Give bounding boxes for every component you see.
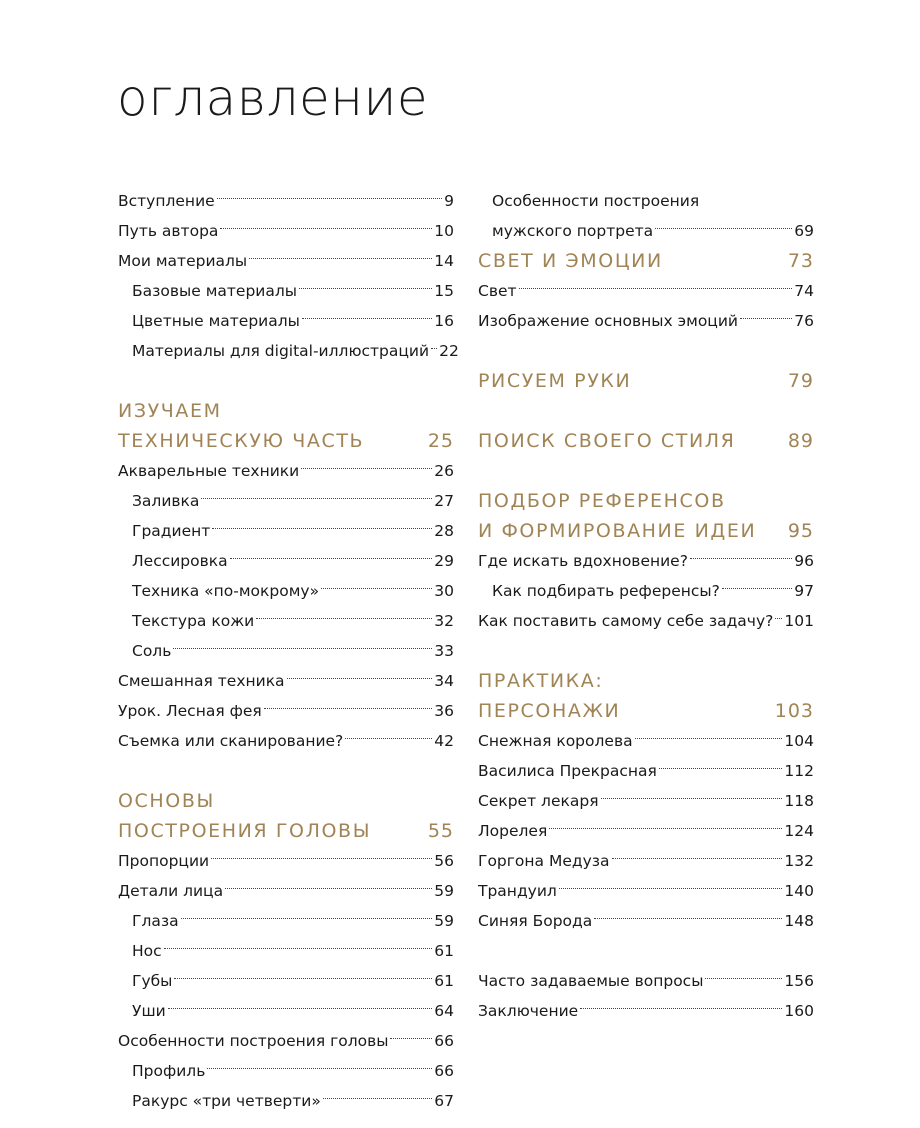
page-number: 64 xyxy=(434,1002,454,1020)
toc-entry[interactable] xyxy=(118,216,454,246)
entry-title: Уши xyxy=(132,1002,166,1020)
toc-subentry[interactable] xyxy=(118,996,454,1026)
page-number: 118 xyxy=(784,792,814,810)
toc-spacer xyxy=(118,756,454,786)
dot-leader xyxy=(217,198,442,199)
page-number: 61 xyxy=(434,942,454,960)
toc-subentry[interactable] xyxy=(478,576,814,606)
page-number: 56 xyxy=(434,852,454,870)
toc-section-heading[interactable] xyxy=(478,246,814,276)
entry-title: Урок. Лесная фея xyxy=(118,702,262,720)
dot-leader xyxy=(775,618,782,619)
entry-title: Василиса Прекрасная xyxy=(478,762,657,780)
dot-leader xyxy=(201,498,432,499)
dot-leader xyxy=(230,558,433,559)
page-number: 27 xyxy=(434,492,454,510)
toc-section-heading[interactable] xyxy=(118,396,454,426)
page-number: 103 xyxy=(774,700,814,722)
dot-leader xyxy=(612,858,783,859)
dot-leader xyxy=(690,558,792,559)
toc-entry[interactable] xyxy=(118,456,454,486)
toc-entry[interactable] xyxy=(478,846,814,876)
dot-leader xyxy=(345,738,432,739)
entry-title: Особенности построения головы xyxy=(118,1032,389,1050)
toc-subentry[interactable] xyxy=(478,216,814,246)
page-number: 30 xyxy=(434,582,454,600)
entry-title: Лорелея xyxy=(478,822,548,840)
toc-entry[interactable] xyxy=(478,876,814,906)
toc-subentry[interactable] xyxy=(118,906,454,936)
toc-entry[interactable] xyxy=(478,786,814,816)
page-number: 140 xyxy=(784,882,814,900)
dot-leader xyxy=(220,228,432,229)
dot-leader xyxy=(174,978,432,979)
dot-leader xyxy=(287,678,433,679)
toc-entry[interactable] xyxy=(118,1026,454,1056)
toc-subentry[interactable] xyxy=(118,966,454,996)
page-number: 156 xyxy=(784,972,814,990)
toc-left-column xyxy=(118,186,459,1116)
page-number: 59 xyxy=(434,882,454,900)
entry-title: Особенности построения xyxy=(492,192,700,210)
page-number: 29 xyxy=(434,552,454,570)
page-number: 59 xyxy=(434,912,454,930)
toc-section-heading[interactable] xyxy=(478,696,814,726)
entry-title: Синяя Борода xyxy=(478,912,593,930)
toc-right-column xyxy=(478,186,814,1026)
toc-subentry[interactable] xyxy=(118,936,454,966)
dot-leader xyxy=(549,828,782,829)
page-number: 66 xyxy=(434,1032,454,1050)
dot-leader xyxy=(173,648,432,649)
page-number: 95 xyxy=(787,520,814,542)
toc-entry[interactable] xyxy=(478,906,814,936)
page-number: 67 xyxy=(434,1092,454,1110)
toc-subentry[interactable] xyxy=(118,276,454,306)
toc-subentry[interactable] xyxy=(118,306,454,336)
entry-title: Где искать вдохновение? xyxy=(478,552,688,570)
toc-spacer xyxy=(478,936,814,966)
entry-title: Детали лица xyxy=(118,882,224,900)
toc-entry[interactable] xyxy=(118,876,454,906)
toc-spacer xyxy=(118,366,454,396)
entry-title: Лессировка xyxy=(132,552,228,570)
entry-title: Горгона Медуза xyxy=(478,852,610,870)
page-number: 42 xyxy=(434,732,454,750)
page-number: 101 xyxy=(784,612,814,630)
page-number: 15 xyxy=(434,282,454,300)
page-number: 79 xyxy=(787,370,814,392)
entry-title: Губы xyxy=(132,972,173,990)
dot-leader xyxy=(323,1098,432,1099)
toc-entry[interactable] xyxy=(478,756,814,786)
toc-subentry[interactable] xyxy=(118,546,454,576)
dot-leader xyxy=(299,288,432,289)
toc-section-heading[interactable] xyxy=(118,786,454,816)
entry-title: Заливка xyxy=(132,492,200,510)
entry-title: мужского портрета xyxy=(492,222,654,240)
dot-leader xyxy=(256,618,432,619)
toc-section-heading[interactable] xyxy=(478,486,814,516)
entry-title: Заключение xyxy=(478,1002,579,1020)
dot-leader xyxy=(519,288,793,289)
entry-title: Секрет лекаря xyxy=(478,792,599,810)
page-number: 36 xyxy=(434,702,454,720)
toc-subentry[interactable] xyxy=(118,1056,454,1086)
entry-title: Съемка или сканирование? xyxy=(118,732,344,750)
toc-entry[interactable] xyxy=(478,996,814,1026)
dot-leader xyxy=(705,978,782,979)
toc-spacer xyxy=(478,396,814,426)
page-number: 66 xyxy=(434,1062,454,1080)
entry-title: Акварельные техники xyxy=(118,462,300,480)
dot-leader xyxy=(321,588,432,589)
page-number: 89 xyxy=(787,430,814,452)
dot-leader xyxy=(635,738,783,739)
section-title: ПРАКТИКА: xyxy=(478,670,604,692)
dot-leader xyxy=(211,858,432,859)
entry-title: Соль xyxy=(132,642,172,660)
page-number: 97 xyxy=(794,582,814,600)
page-number: 9 xyxy=(444,192,454,210)
toc-subentry[interactable] xyxy=(118,606,454,636)
entry-title: Мои материалы xyxy=(118,252,248,270)
dot-leader xyxy=(302,318,432,319)
dot-leader xyxy=(164,948,433,949)
toc-entry[interactable] xyxy=(118,186,454,216)
dot-leader xyxy=(181,918,433,919)
section-title: И ФОРМИРОВАНИЕ ИДЕИ xyxy=(478,520,757,542)
page-number: 124 xyxy=(784,822,814,840)
entry-title: Градиент xyxy=(132,522,211,540)
page-number: 112 xyxy=(784,762,814,780)
dot-leader xyxy=(301,468,432,469)
page-number: 104 xyxy=(784,732,814,750)
dot-leader xyxy=(601,798,783,799)
page-number: 96 xyxy=(794,552,814,570)
entry-title: Профиль xyxy=(132,1062,206,1080)
dot-leader xyxy=(594,918,782,919)
page-number: 32 xyxy=(434,612,454,630)
page-number: 148 xyxy=(784,912,814,930)
entry-title: Базовые материалы xyxy=(132,282,298,300)
dot-leader xyxy=(225,888,432,889)
section-title: ПОДБОР РЕФЕРЕНСОВ xyxy=(478,490,726,512)
page-number: 132 xyxy=(784,852,814,870)
page-number: 14 xyxy=(434,252,454,270)
dot-leader xyxy=(431,348,437,349)
toc-spacer xyxy=(478,636,814,666)
section-title: ОСНОВЫ xyxy=(118,790,215,812)
entry-title: Нос xyxy=(132,942,162,960)
section-title: ПОИСК СВОЕГО СТИЛЯ xyxy=(478,430,736,452)
entry-title: Свет xyxy=(478,282,517,300)
toc-section-heading[interactable] xyxy=(478,516,814,546)
entry-title: Смешанная техника xyxy=(118,672,285,690)
dot-leader xyxy=(722,588,792,589)
entry-title: Как подбирать референсы? xyxy=(492,582,720,600)
toc-entry[interactable] xyxy=(478,276,814,306)
dot-leader xyxy=(212,528,432,529)
toc-subentry[interactable] xyxy=(118,516,454,546)
dot-leader xyxy=(168,1008,433,1009)
dot-leader xyxy=(580,1008,782,1009)
page-number: 25 xyxy=(427,430,454,452)
dot-leader xyxy=(659,768,783,769)
entry-title: Материалы для digital-иллюстраций xyxy=(132,342,430,360)
toc-entry[interactable] xyxy=(118,246,454,276)
section-title: ПОСТРОЕНИЯ ГОЛОВЫ xyxy=(118,820,372,842)
entry-title: Техника «по-мокрому» xyxy=(132,582,320,600)
toc-subentry[interactable] xyxy=(118,576,454,606)
toc-section-heading[interactable] xyxy=(478,366,814,396)
entry-title: Текстура кожи xyxy=(132,612,255,630)
entry-title: Снежная королева xyxy=(478,732,633,750)
entry-title: Вступление xyxy=(118,192,215,210)
page-number: 16 xyxy=(434,312,454,330)
page-number: 76 xyxy=(794,312,814,330)
page-number: 69 xyxy=(794,222,814,240)
page-number: 26 xyxy=(434,462,454,480)
section-title: СВЕТ И ЭМОЦИИ xyxy=(478,250,663,272)
toc-spacer xyxy=(478,336,814,366)
section-title: ПЕРСОНАЖИ xyxy=(478,700,621,722)
toc-spacer xyxy=(478,456,814,486)
dot-leader xyxy=(264,708,433,709)
toc-entry[interactable] xyxy=(118,696,454,726)
page-number: 34 xyxy=(434,672,454,690)
toc-section-heading[interactable] xyxy=(478,666,814,696)
entry-title: Глаза xyxy=(132,912,179,930)
toc-entry[interactable] xyxy=(478,966,814,996)
toc-entry[interactable] xyxy=(478,606,814,636)
toc-subentry[interactable] xyxy=(118,636,454,666)
toc-section-heading[interactable] xyxy=(118,426,454,456)
toc-entry[interactable] xyxy=(478,726,814,756)
entry-title: Часто задаваемые вопросы xyxy=(478,972,704,990)
entry-title: Цветные материалы xyxy=(132,312,300,330)
page-number: 22 xyxy=(439,342,459,360)
page-number: 33 xyxy=(434,642,454,660)
entry-title: Ракурс «три четверти» xyxy=(132,1092,321,1110)
entry-title: Как поставить самому себе задачу? xyxy=(478,612,774,630)
entry-title: Путь автора xyxy=(118,222,219,240)
toc-entry[interactable] xyxy=(118,726,454,756)
toc-entry[interactable] xyxy=(478,306,814,336)
dot-leader xyxy=(559,888,783,889)
section-title: ТЕХНИЧЕСКУЮ ЧАСТЬ xyxy=(118,430,365,452)
toc-entry[interactable] xyxy=(478,186,814,216)
entry-title: Трандуил xyxy=(478,882,557,900)
page-number: 73 xyxy=(787,250,814,272)
section-title: РИСУЕМ РУКИ xyxy=(478,370,632,392)
entry-title: Изображение основных эмоций xyxy=(478,312,738,330)
dot-leader xyxy=(655,228,792,229)
toc-section-heading[interactable] xyxy=(478,426,814,456)
page-number: 160 xyxy=(784,1002,814,1020)
toc-subentry[interactable] xyxy=(118,486,454,516)
toc-subentry[interactable] xyxy=(118,1086,454,1116)
dot-leader xyxy=(390,1038,432,1039)
toc-section-heading[interactable] xyxy=(118,816,454,846)
page-number: 10 xyxy=(434,222,454,240)
toc-entry[interactable] xyxy=(478,546,814,576)
dot-leader xyxy=(740,318,792,319)
page-number: 74 xyxy=(794,282,814,300)
dot-leader xyxy=(249,258,432,259)
toc-entry[interactable] xyxy=(478,816,814,846)
toc-subentry[interactable] xyxy=(118,336,459,366)
page-title: оглавление xyxy=(117,69,429,127)
section-title: ИЗУЧАЕМ xyxy=(118,400,222,422)
toc-entry[interactable] xyxy=(118,666,454,696)
page-number: 55 xyxy=(427,820,454,842)
page-number: 28 xyxy=(434,522,454,540)
page-number: 61 xyxy=(434,972,454,990)
toc-entry[interactable] xyxy=(118,846,454,876)
dot-leader xyxy=(207,1068,432,1069)
entry-title: Пропорции xyxy=(118,852,210,870)
